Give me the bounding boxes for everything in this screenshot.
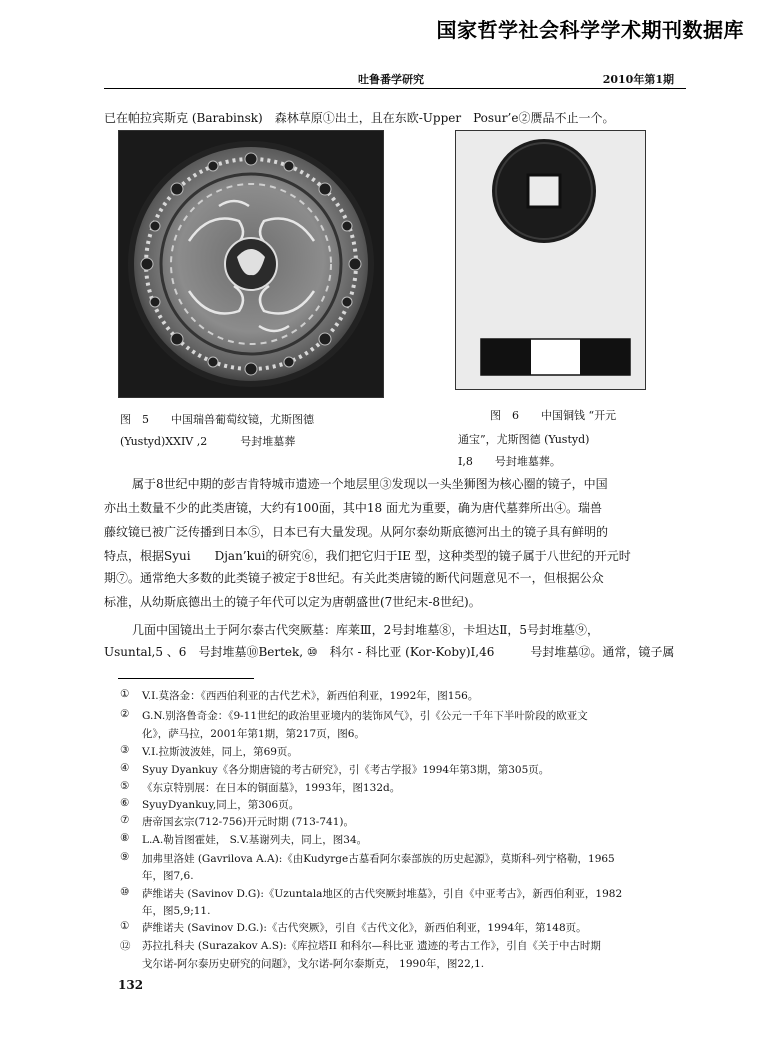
footnote-7 <box>120 814 720 828</box>
footnote-1 <box>120 688 720 702</box>
figure-6-caption: I,8 号封堆墓葬。 <box>458 455 561 468</box>
footnote-10 <box>120 886 720 900</box>
footnote-3 <box>120 744 720 758</box>
footnote-marker: ⑫ <box>120 940 131 952</box>
body-text-line: 亦出土数量不少的此类唐镜，大约有100面，其中18 面尤为重要，确为唐代墓葬所出④。瑞兽 <box>104 501 602 515</box>
footnote-2-continuation: 化》，萨马拉，2001年第1期，第217页，图6。 <box>142 728 365 740</box>
body-text-line: 标准，从幼斯底德出土的镜子年代可以定为唐朝盛世(7世纪末-8世纪)。 <box>104 595 481 609</box>
footnote-marker: ⑤ <box>120 780 130 792</box>
footnote-text: V.I.拉斯波波娃，同上，第69页。 <box>142 746 298 758</box>
body-text-line: 特点，根据Syui Djan’kui的研究⑥，我们把它归于IE 型，这种类型的镜子属于八世纪的开元时 <box>104 549 631 563</box>
footnote-text: 《东京特别展：在日本的铜面墓》，1993年，图132d。 <box>142 782 401 794</box>
footnote-marker: ⑦ <box>120 814 130 826</box>
footnote-marker: ⑥ <box>120 797 130 809</box>
footnote-10-continuation: 年，图5,9;11. <box>142 905 211 917</box>
footnote-text: 唐帝国玄宗(712-756)开元时期 (713-741)。 <box>142 816 354 828</box>
footnote-text: 苏拉扎科夫 (Surazakov A.S):《库拉塔II 和科尔—科比亚 遗迹的考古工作》，引自《关于中古时期 <box>142 940 601 952</box>
footnote-marker: ① <box>120 920 130 932</box>
journal-title: 吐鲁番学研究 <box>358 73 424 86</box>
footnote-text: V.I.莫洛金：《西西伯利亚的古代艺术》，新西伯利亚，1992年，图156。 <box>142 690 479 702</box>
issue-label: 2010年第1期 <box>602 73 674 86</box>
figure-6-caption: 图 6 中国铜钱 “开元 <box>490 409 617 422</box>
body-text-line: 已在帕拉宾斯克 (Barabinsk) 森林草原①出土，且在东欧-Upper Posur’e②赝品不止一个。 <box>104 111 615 125</box>
footnote-5 <box>120 780 720 794</box>
footnote-9-continuation: 年，图7,6. <box>142 870 194 882</box>
figure-5-caption: 图 5 中国瑞兽葡萄纹镜，尤斯图德 <box>120 413 314 426</box>
footnote-8 <box>120 832 720 846</box>
body-text-line: 几面中国镜出土于阿尔泰古代突厥墓：库莱Ⅲ，2号封堆墓⑧，卡坦达Ⅱ，5号封堆墓⑨， <box>132 623 600 637</box>
page-number: 132 <box>118 978 144 992</box>
footnote-9 <box>120 851 720 865</box>
footnote-text: SyuyDyankuy,同上，第306页。 <box>142 799 300 811</box>
figure-6-coin-photo <box>455 130 646 390</box>
footnote-text: 加弗里洛娃 (Gavrilova A.A):《由Kudyrge古墓看阿尔泰部族的历史起源》，莫斯科-列宁格勒，1965 <box>142 853 615 865</box>
footnote-12-continuation: 戈尔诺-阿尔泰历史研究的问题》，戈尔诺-阿尔泰斯克， 1990年，图22,1. <box>142 958 485 970</box>
footnote-divider <box>118 678 254 679</box>
footnote-marker: ② <box>120 708 130 720</box>
footnote-11 <box>120 920 720 934</box>
footnote-2 <box>120 708 720 722</box>
footnote-marker: ① <box>120 688 130 700</box>
body-text-line: 藤纹镜已被广泛传播到日本⑤，日本已有大量发现。从阿尔泰幼斯底德河出土的镜子具有鲜明的 <box>104 525 609 539</box>
running-head <box>104 70 686 89</box>
figure-5-mirror-photo <box>118 130 384 398</box>
footnote-4 <box>120 762 720 776</box>
footnote-text: 萨维诺夫 (Savinov D.G):《Uzuntala地区的古代突厥封堆墓》，引自《中亚考古》，新西伯利亚，1982 <box>142 888 623 900</box>
footnote-text: Syuy Dyankuy《各分期唐镜的考古研究》，引《考古学报》1994年第3期，第305页。 <box>142 764 550 776</box>
footnote-6 <box>120 797 720 811</box>
body-text-line: Usuntal,5 、6 号封堆墓⑩Bertek, ⑩ 科尔 - 科比亚 (Kor-Koby)I,46 号封堆墓⑫。通常，镜子属 <box>104 645 675 659</box>
footnote-text: G.N.别洛鲁奇金：《9-11世纪的政治里亚境内的装饰风气》，引《公元一千年下半叶阶段的欧亚文 <box>142 710 588 722</box>
footnote-marker: ③ <box>120 744 130 756</box>
footnote-marker: ④ <box>120 762 130 774</box>
footnote-12 <box>120 938 720 952</box>
body-text-line: 属于8世纪中期的彭吉肯特城市遗迹一个地层里③发现以一头坐狮图为核心圈的镜子，中国 <box>132 477 608 491</box>
body-text-line: 期⑦。通常绝大多数的此类镜子被定于8世纪。有关此类唐镜的断代问题意见不一，但根据公众 <box>104 571 604 585</box>
figure-6-caption: 通宝”，尤斯图德 (Yustyd) <box>458 433 590 446</box>
footnote-marker: ⑩ <box>120 886 130 898</box>
database-watermark: 国家哲学社会科学学术期刊数据库 <box>436 18 744 42</box>
footnote-text: L.A.勒旨图霍娃， S.V.基谢列夫，同上，图34。 <box>142 834 368 846</box>
footnote-text: 萨维诺夫 (Savinov D.G.):《古代突厥》，引自《古代文化》，新西伯利亚，1994年，第148页。 <box>142 922 587 934</box>
figure-5-caption: (Yustyd)XXIV ,2 号封堆墓葬 <box>120 435 296 448</box>
footnote-marker: ⑧ <box>120 832 130 844</box>
footnote-marker: ⑨ <box>120 851 130 863</box>
